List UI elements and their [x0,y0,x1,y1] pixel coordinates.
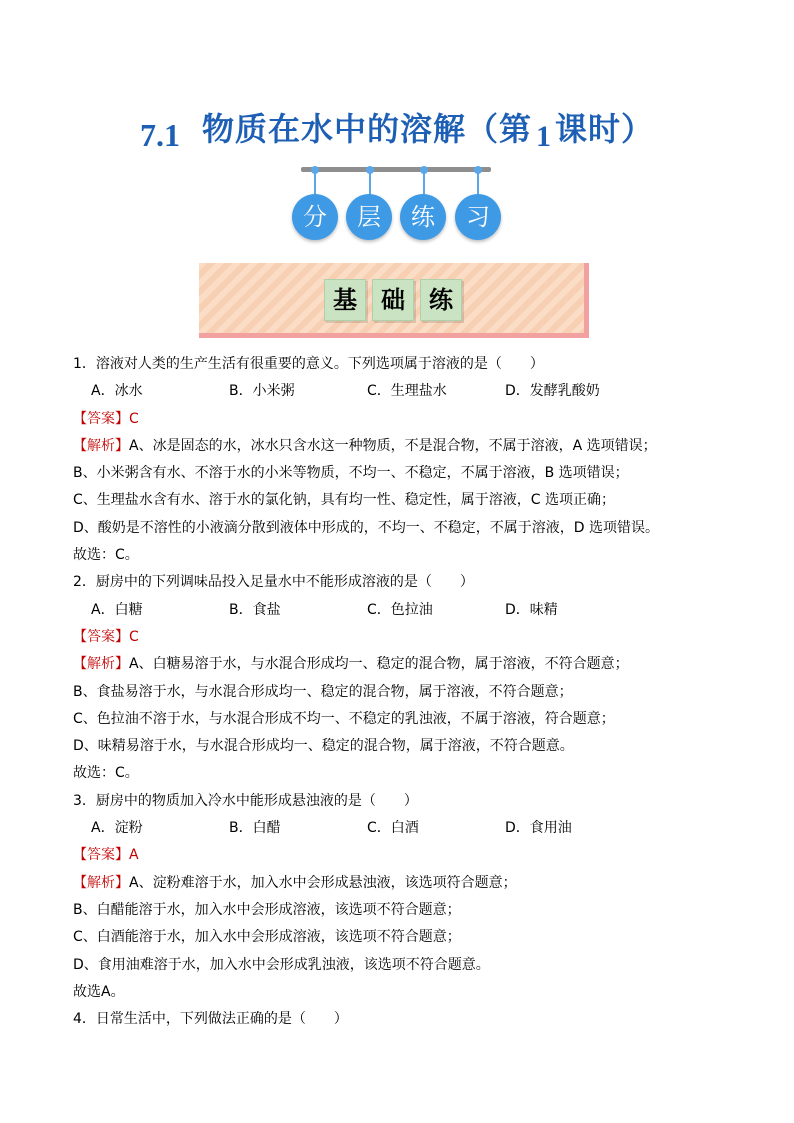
title-main: 物质在水中的溶解（第 [201,110,532,148]
badge-circle-3: 练 [400,194,446,240]
section-tile-1: 基 [324,279,366,321]
answer-label: 【答案】 [73,847,129,864]
analysis-text: A、冰是固态的水，冰水只含水这一种物质，不是混合物，不属于溶液，A 选项错误； [129,437,657,454]
title-end: 课时） [555,110,655,148]
question-options [73,378,753,405]
title-lesson-number: 1 [536,120,551,153]
option-c: C．生理盐水 [367,383,447,400]
answer-value: C [129,410,139,427]
analysis-text: A、白糖易溶于水，与水混合形成均一、稳定的混合物，属于溶液，不符合题意； [129,656,629,673]
analysis-line [73,433,753,460]
hanging-dot [420,166,428,174]
option-b: B．白醋 [229,820,281,837]
answer-label: 【答案】 [73,628,129,645]
question-stem: 4．日常生活中，下列做法正确的是（ ） [73,1011,348,1028]
badge-circle-1: 分 [292,194,338,240]
analysis-line: B、小米粥含有水、不溶于水的小米等物质，不均一、不稳定，不属于溶液，B 选项错误； [73,465,629,482]
hanging-bar [301,167,491,172]
option-d: D．发酵乳酸奶 [505,383,600,400]
question-stem: 2．厨房中的下列调味品投入足量水中不能形成溶液的是（ ） [73,574,474,591]
question-list [73,351,753,1033]
analysis-line: B、白醋能溶于水，加入水中会形成溶液，该选项不符合题意； [73,901,461,918]
analysis-text: A、淀粉难溶于水，加入水中会形成悬浊液，该选项符合题意； [129,874,517,891]
analysis-line: D、酸奶是不溶性的小液滴分散到液体中形成的，不均一、不稳定，不属于溶液，D 选项错误。 [73,519,660,536]
analysis-label: 【解析】 [73,874,129,891]
conclusion-line: 故选：C。 [73,765,139,782]
analysis-line [73,651,753,678]
answer-value: C [129,628,139,645]
option-d: D．味精 [505,601,558,618]
analysis-line: C、生理盐水含有水、溶于水的氯化钠，具有均一性、稳定性，属于溶液，C 选项正确； [73,492,615,509]
analysis-line: D、食用油难溶于水，加入水中会形成乳浊液，该选项不符合题意。 [73,956,490,973]
question-options [73,597,753,624]
option-d: D．食用油 [505,820,572,837]
badge-circle-4: 习 [455,194,501,240]
section-tile-3: 练 [420,279,462,321]
page-title [0,104,794,153]
badge-circle-2: 层 [346,194,392,240]
answer-line [73,624,753,651]
answer-line [73,842,753,869]
hanging-dot [311,166,319,174]
option-c: C．白酒 [367,820,419,837]
analysis-label: 【解析】 [73,437,129,454]
option-a: A．冰水 [91,383,143,400]
option-c: C．色拉油 [367,601,433,618]
option-b: B．食盐 [229,601,281,618]
option-a: A．淀粉 [91,820,143,837]
section-number: 7.1 [139,117,180,153]
question-stem: 3．厨房中的物质加入冷水中能形成悬浊液的是（ ） [73,792,418,809]
hanging-dot [366,166,374,174]
answer-value: A [129,847,139,864]
hanging-dot [474,166,482,174]
option-b: B．小米粥 [229,383,295,400]
question-stem: 1．溶液对人类的生产生活有很重要的意义。下列选项属于溶液的是（ ） [73,356,544,372]
option-a: A．白糖 [91,601,143,618]
conclusion-line: 故选A。 [73,983,125,1000]
question-options [73,815,753,842]
conclusion-line: 故选：C。 [73,547,139,564]
analysis-line: D、味精易溶于水，与水混合形成均一、稳定的混合物，属于溶液，不符合题意。 [73,738,574,755]
answer-label: 【答案】 [73,410,129,427]
analysis-line: C、色拉油不溶于水，与水混合形成不均一、不稳定的乳浊液，不属于溶液，符合题意； [73,710,615,727]
analysis-line: C、白酒能溶于水，加入水中会形成溶液，该选项不符合题意； [73,929,461,946]
analysis-line [73,870,753,897]
answer-line [73,406,753,433]
analysis-line: B、食盐易溶于水，与水混合形成均一、稳定的混合物，属于溶液，不符合题意； [73,683,573,700]
analysis-label: 【解析】 [73,656,129,673]
section-tile-2: 础 [372,279,414,321]
